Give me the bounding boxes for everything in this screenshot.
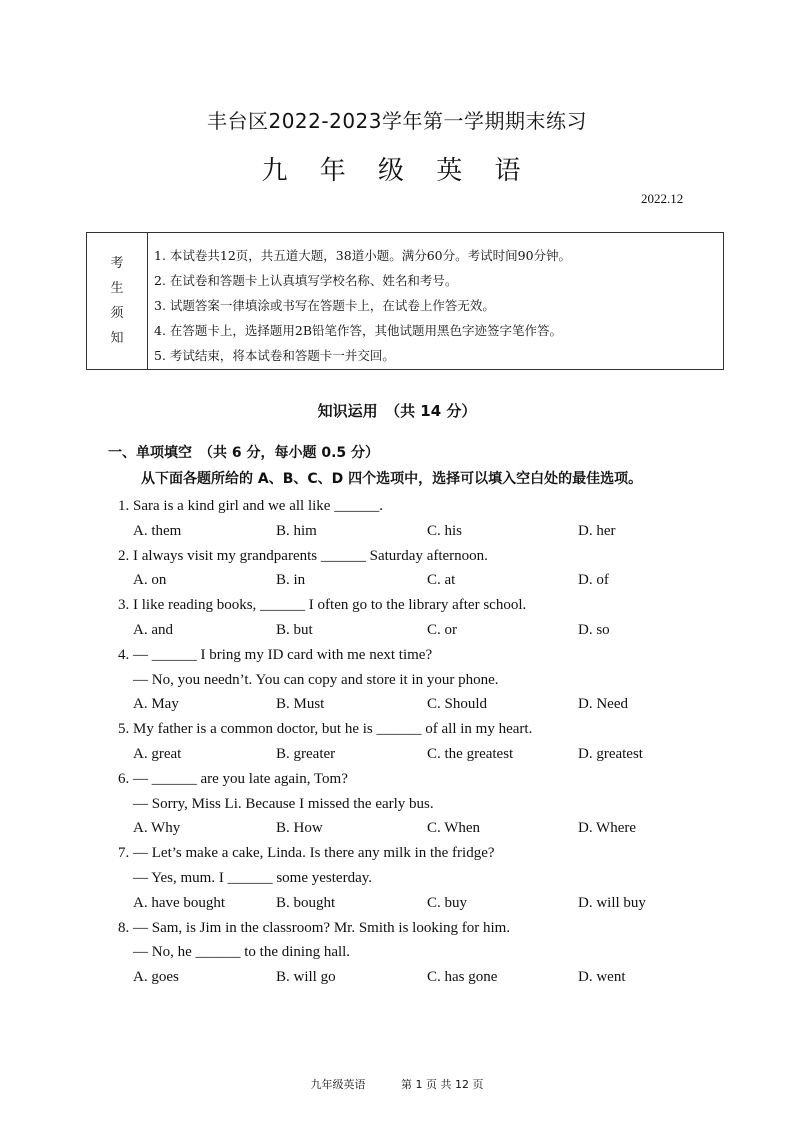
- options-line: [0, 742, 794, 767]
- question-stem-line: [0, 717, 794, 742]
- question-sub-line: [0, 792, 794, 817]
- option-b: B. Must: [276, 696, 325, 713]
- question-stem-line: [0, 544, 794, 569]
- question-stem: 6. — ______ are you late again, Tom?: [118, 770, 348, 787]
- question-stem: 5. My father is a common doctor, but he is ______ of all in my heart.: [118, 721, 533, 738]
- question-stem-line: [0, 643, 794, 668]
- exam-title: 丰台区2022-2023学年第一学期期末练习: [206, 109, 587, 133]
- question-sub-line: [0, 668, 794, 693]
- question-stem: 2. I always visit my grandparents ______ Saturday afternoon.: [118, 547, 488, 564]
- footer-subject: 九年级英语: [310, 1078, 366, 1091]
- option-c: C. When: [427, 820, 481, 837]
- label-char: 须: [110, 306, 124, 321]
- option-c: C. Should: [427, 696, 488, 713]
- question-reply: — Yes, mum. I ______ some yesterday.: [133, 869, 373, 886]
- option-a: A. on: [133, 572, 167, 589]
- option-b: B. in: [276, 572, 306, 589]
- label-char: 考: [110, 256, 124, 271]
- option-d: D. went: [578, 969, 626, 986]
- option-a: A. May: [133, 696, 179, 713]
- instruction-item: 2. 在试卷和答题卡上认真填写学校名称、姓名和考号。: [154, 273, 458, 288]
- instructions-list: [148, 233, 723, 369]
- label-char: 生: [110, 281, 124, 296]
- options-line: [0, 816, 794, 841]
- option-b: B. will go: [276, 969, 336, 986]
- option-a: A. have bought: [133, 894, 226, 911]
- exam-date: 2022.12: [641, 191, 684, 206]
- question-reply: — Sorry, Miss Li. Because I missed the early bus.: [133, 795, 434, 812]
- option-b: B. bought: [276, 894, 336, 911]
- option-c: C. has gone: [427, 969, 498, 986]
- option-a: A. Why: [133, 820, 181, 837]
- option-b: B. him: [276, 522, 317, 539]
- question-stem-line: [0, 767, 794, 792]
- option-c: C. his: [427, 522, 463, 539]
- option-b: B. but: [276, 621, 313, 638]
- option-c: C. the greatest: [427, 745, 514, 762]
- question-stem: 1. Sara is a kind girl and we all like ______.: [118, 498, 383, 514]
- option-c: C. buy: [427, 894, 468, 911]
- option-d: D. so: [578, 621, 610, 638]
- question-reply: — No, he ______ to the dining hall.: [133, 944, 351, 961]
- option-a: A. great: [133, 745, 182, 762]
- question-stem: 8. — Sam, is Jim in the classroom? Mr. Smith is looking for him.: [118, 919, 511, 936]
- part-title: 一、单项填空 （共 6 分，每小题 0.5 分）: [108, 445, 380, 461]
- options-line: [0, 618, 794, 643]
- option-d: D. will buy: [578, 894, 646, 911]
- question-stem: 3. I like reading books, ______ I often go to the library after school.: [118, 597, 527, 614]
- option-a: A. them: [133, 522, 182, 539]
- option-a: A. and: [133, 621, 173, 638]
- label-char: 知: [110, 331, 124, 346]
- page-footer: [0, 1076, 794, 1092]
- section-title: 知识运用 （共 14 分）: [317, 402, 477, 420]
- option-d: D. Need: [578, 696, 628, 713]
- footer-page-number: 第 1 页 共 12 页: [401, 1078, 484, 1091]
- options-line: [0, 891, 794, 916]
- instruction-item: 4. 在答题卡上，选择题用2B铅笔作答，其他试题用黑色字迹签字笔作答。: [154, 323, 563, 338]
- option-c: C. at: [427, 572, 456, 589]
- options-line: [0, 568, 794, 593]
- question-stem-line: [0, 593, 794, 618]
- options-line: [0, 692, 794, 717]
- instruction-item: 3. 试题答案一律填涂或书写在答题卡上，在试卷上作答无效。: [154, 298, 495, 313]
- option-c: C. or: [427, 621, 457, 638]
- question-stem-line: [0, 494, 794, 519]
- option-d: D. Where: [578, 820, 637, 837]
- option-d: D. her: [578, 522, 616, 539]
- question-list: [0, 494, 794, 990]
- part-instruction: 从下面各题所给的 A、B、C、D 四个选项中，选择可以填入空白处的最佳选项。: [141, 471, 643, 487]
- instructions-box: [86, 232, 724, 370]
- option-d: D. greatest: [578, 745, 643, 762]
- question-stem-line: [0, 841, 794, 866]
- question-stem: 7. — Let’s make a cake, Linda. Is there any milk in the fridge?: [118, 845, 495, 862]
- question-sub-line: [0, 940, 794, 965]
- question-reply: — No, you needn’t. You can copy and store it in your phone.: [133, 671, 499, 688]
- option-b: B. How: [276, 820, 323, 837]
- question-stem: 4. — ______ I bring my ID card with me next time?: [118, 646, 433, 663]
- question-stem-line: [0, 916, 794, 941]
- option-d: D. of: [578, 572, 609, 589]
- instructions-label: [87, 233, 148, 369]
- options-line: [0, 965, 794, 990]
- options-line: [0, 519, 794, 544]
- option-b: B. greater: [276, 745, 336, 762]
- instruction-item: 1. 本试卷共12页，共五道大题，38道小题。满分60分。考试时间90分钟。: [154, 248, 572, 263]
- option-a: A. goes: [133, 969, 179, 986]
- question-sub-line: [0, 866, 794, 891]
- instruction-item: 5. 考试结束，将本试卷和答题卡一并交回。: [154, 348, 395, 363]
- subject-title: 九 年 级 英 语: [261, 156, 533, 186]
